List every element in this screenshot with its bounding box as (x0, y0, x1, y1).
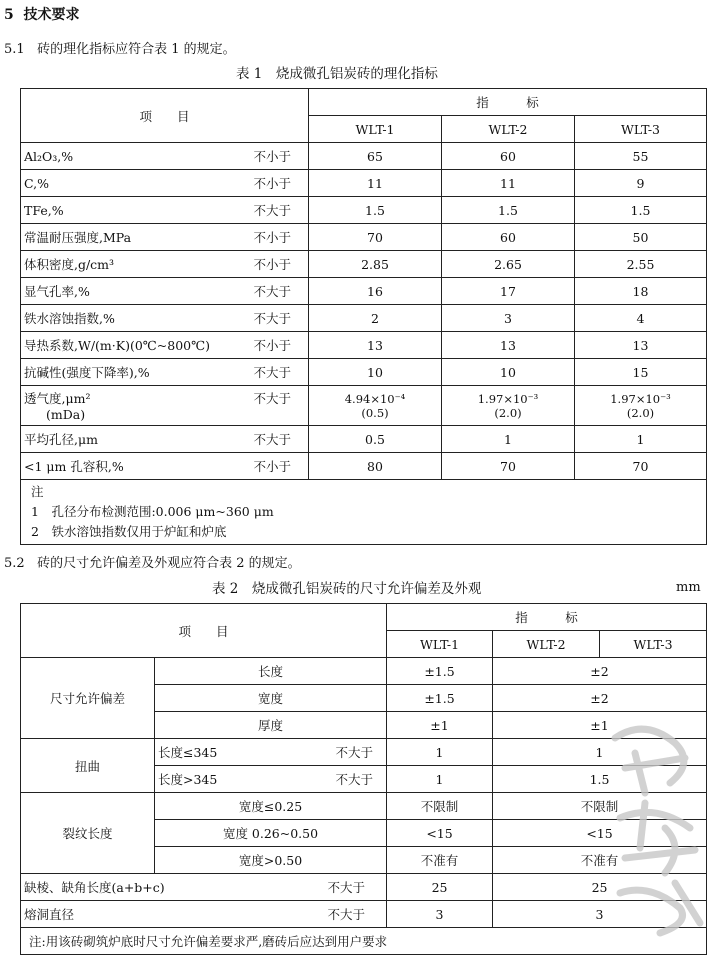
value: 55 (632, 148, 649, 164)
table2-value: 1 (387, 766, 493, 793)
table2-item (21, 874, 387, 901)
table1-item (21, 426, 309, 453)
table1-value (309, 278, 442, 305)
table2-value: ±2 (493, 658, 707, 685)
table1-value (442, 359, 575, 386)
table2-sub-item (155, 739, 387, 766)
value: 4 (636, 310, 645, 326)
table1-grade: WLT-3 (575, 116, 707, 143)
value: 15 (632, 364, 649, 380)
requirement: 不大于 (253, 432, 291, 447)
table2-index-header: 指 标 (387, 604, 707, 631)
table1-grade: WLT-1 (309, 116, 442, 143)
value: 1.97×10⁻³ (477, 391, 539, 406)
table1-item (21, 143, 309, 170)
table2-value: 不准有 (493, 847, 707, 874)
section-number: 5 (4, 7, 14, 23)
item-label: 体积密度,g/cm³ (24, 257, 115, 272)
item-label: 抗碱性(强度下降率),% (24, 365, 150, 380)
value: 1.5 (630, 202, 651, 218)
item-label: 显气孔率,% (24, 284, 90, 299)
table1-item (21, 305, 309, 332)
table2-value: ±1 (493, 712, 707, 739)
value: 16 (367, 283, 383, 299)
requirement: 不大于 (253, 203, 291, 218)
table2-grade: WLT-3 (600, 631, 707, 658)
table1-item (21, 386, 309, 426)
requirement: 不小于 (253, 230, 291, 245)
requirement: 不大于 (253, 391, 291, 406)
value: 13 (500, 337, 516, 353)
table-2 (20, 603, 707, 955)
clause-text: 砖的尺寸允许偏差及外观应符合表 2 的规定。 (37, 556, 301, 571)
table1-caption: 表 1 烧成微孔铝炭砖的理化指标 (236, 66, 438, 82)
table1-item (21, 332, 309, 359)
table1-value (442, 305, 575, 332)
table2-sub-item: 宽度 0.26~0.50 (155, 820, 387, 847)
table2-group-label: 扭曲 (21, 739, 155, 793)
table1-index-header: 指 标 (309, 89, 707, 116)
value: 10 (500, 364, 516, 380)
table1-value (309, 332, 442, 359)
table1-value (575, 453, 707, 480)
table1-value (575, 170, 707, 197)
table2-value: <15 (493, 820, 707, 847)
value: 70 (367, 229, 383, 245)
item-label: Al₂O₃,% (24, 148, 74, 164)
requirement: 不大于 (327, 907, 366, 922)
value: 1 (636, 431, 645, 447)
table2-sub-item: 长度 (155, 658, 387, 685)
requirement: 不大于 (253, 365, 291, 380)
table1-row (21, 386, 707, 426)
table1-value (442, 426, 575, 453)
table2-row (21, 793, 707, 820)
table2-value: ±1.5 (387, 658, 493, 685)
table2-grade: WLT-1 (387, 631, 493, 658)
table2-row (21, 901, 707, 928)
table1-value (309, 170, 442, 197)
value: 2.55 (626, 256, 655, 272)
value: 60 (500, 229, 516, 245)
requirement: 不小于 (253, 176, 291, 191)
table2-value: 3 (387, 901, 493, 928)
table2-item-header: 项 目 (21, 604, 387, 658)
requirement: 不小于 (253, 459, 291, 474)
table2-unit: mm (676, 580, 701, 595)
item-label: C,% (24, 175, 49, 191)
table2-sub-item: 宽度≤0.25 (155, 793, 387, 820)
clause-text: 砖的理化指标应符合表 1 的规定。 (37, 42, 236, 57)
table2-value: 1 (493, 739, 707, 766)
table1-value (309, 224, 442, 251)
table1-value (575, 278, 707, 305)
requirement: 不大于 (327, 880, 366, 895)
value: 2.65 (494, 256, 522, 272)
table1-item (21, 359, 309, 386)
item-label: 导热系数,W/(m·K)(0℃~800℃) (24, 338, 210, 353)
table2-value: 1.5 (493, 766, 707, 793)
table-1 (20, 88, 707, 545)
table2-value: ±1 (387, 712, 493, 739)
table2-note: 注:用该砖砌筑炉底时尺寸允许偏差要求严,磨砖后应达到用户要求 (21, 928, 707, 955)
table1-value (575, 224, 707, 251)
table2-sub-item (155, 766, 387, 793)
sub-item-label: 长度>345 (158, 772, 218, 787)
table2-grade: WLT-2 (493, 631, 600, 658)
value: 1.5 (365, 202, 385, 218)
table1-value (442, 453, 575, 480)
table1-value (575, 197, 707, 224)
table1-item (21, 251, 309, 278)
table2-item (21, 901, 387, 928)
value: 2 (371, 310, 379, 326)
table2-note-row (21, 928, 707, 955)
table1-row (21, 197, 707, 224)
table1-value (309, 305, 442, 332)
table1-value (442, 386, 575, 426)
table1-item (21, 197, 309, 224)
table2-sub-item: 宽度>0.50 (155, 847, 387, 874)
requirement: 不大于 (253, 311, 291, 326)
table1-value (575, 251, 707, 278)
table1-value (575, 143, 707, 170)
value: 0.5 (365, 431, 385, 447)
clause-5-2 (4, 552, 301, 571)
item-unit: (mDa) (46, 407, 86, 422)
requirement: 不小于 (253, 149, 291, 164)
table1-value (442, 224, 575, 251)
table1-value (442, 170, 575, 197)
value: 1.97×10⁻³ (610, 391, 671, 406)
table1-row (21, 224, 707, 251)
table2-caption: 表 2 烧成微孔铝炭砖的尺寸允许偏差及外观 (212, 581, 482, 597)
table2-group-label: 裂纹长度 (21, 793, 155, 874)
table1-note: 1 孔径分布检测范围:0.006 μm~360 μm (31, 504, 274, 519)
table1-value (575, 332, 707, 359)
table1-row (21, 359, 707, 386)
table1-grade: WLT-2 (442, 116, 575, 143)
section-title: 技术要求 (23, 7, 80, 23)
table1-item (21, 278, 309, 305)
table1-item-header: 项 目 (21, 89, 309, 143)
table1-item (21, 453, 309, 480)
table1-value (575, 359, 707, 386)
table1-header-row (21, 89, 707, 116)
value-secondary: (2.0) (626, 405, 655, 420)
clause-number: 5.1 (4, 42, 25, 57)
table1-row (21, 426, 707, 453)
value: 18 (632, 283, 649, 299)
table2-row (21, 874, 707, 901)
table1-row (21, 143, 707, 170)
value: 1 (504, 431, 512, 447)
table1-value (309, 386, 442, 426)
value: 1.5 (498, 202, 518, 218)
value-secondary: (2.0) (494, 405, 522, 420)
requirement: 不大于 (335, 772, 374, 787)
value: 13 (367, 337, 383, 353)
table2-row (21, 739, 707, 766)
table1-row (21, 278, 707, 305)
table2-value: <15 (387, 820, 493, 847)
watermark-seal-icon (605, 708, 715, 938)
table1-value (309, 359, 442, 386)
table2-value: 25 (387, 874, 493, 901)
requirement: 不小于 (253, 338, 291, 353)
value: 3 (504, 310, 512, 326)
table1-value (309, 143, 442, 170)
table1-value (309, 197, 442, 224)
table2-value: 25 (493, 874, 707, 901)
value: 11 (500, 175, 516, 191)
table2-sub-item: 宽度 (155, 685, 387, 712)
item-label: 透气度,μm² (24, 391, 91, 406)
value: 50 (632, 229, 649, 245)
item-label: 常温耐压强度,MPa (24, 230, 132, 245)
item-label: 平均孔径,μm (24, 432, 98, 447)
table1-value (442, 332, 575, 359)
item-label: TFe,% (24, 202, 64, 218)
table2-row (21, 658, 707, 685)
table1-notes (21, 480, 707, 545)
value: 70 (500, 458, 516, 474)
requirement: 不大于 (253, 284, 291, 299)
table1-row (21, 305, 707, 332)
table2-value: ±1.5 (387, 685, 493, 712)
value: 65 (367, 148, 383, 164)
requirement: 不小于 (253, 257, 291, 272)
value: 60 (500, 148, 516, 164)
table1-value (442, 197, 575, 224)
table2-header-row (21, 604, 707, 631)
table1-value (442, 251, 575, 278)
table2-sub-item: 厚度 (155, 712, 387, 739)
item-label: 铁水溶蚀指数,% (24, 311, 115, 326)
table1-row (21, 332, 707, 359)
table2-value: 3 (493, 901, 707, 928)
table1-value (309, 251, 442, 278)
table1-value (442, 278, 575, 305)
requirement: 不大于 (335, 745, 374, 760)
item-label: <1 μm 孔容积,% (24, 459, 124, 474)
sub-item-label: 长度≤345 (158, 745, 218, 760)
clause-5-1 (4, 38, 236, 57)
table1-item (21, 170, 309, 197)
table1-row (21, 170, 707, 197)
value: 4.94×10⁻⁴ (344, 391, 406, 406)
table1-value (575, 426, 707, 453)
table2-value: 不限制 (493, 793, 707, 820)
item-label: 熔洞直径 (24, 907, 75, 922)
value: 11 (367, 175, 383, 191)
table2-value: 不准有 (387, 847, 493, 874)
value: 2.85 (361, 256, 389, 272)
table1-value (309, 453, 442, 480)
value: 10 (367, 364, 383, 380)
table1-row (21, 251, 707, 278)
table2-value: 1 (387, 739, 493, 766)
value: 9 (636, 175, 645, 191)
table2-group-label: 尺寸允许偏差 (21, 658, 155, 739)
table1-row (21, 453, 707, 480)
value: 80 (367, 458, 383, 474)
table2-value: 不限制 (387, 793, 493, 820)
table1-note: 注 (31, 484, 44, 499)
table1-note: 2 铁水溶蚀指数仅用于炉缸和炉底 (31, 524, 227, 539)
value: 13 (632, 337, 649, 353)
clause-number: 5.2 (4, 556, 25, 571)
item-label: 缺棱、缺角长度(a+b+c) (24, 880, 165, 895)
table1-value (442, 143, 575, 170)
value: 17 (500, 283, 516, 299)
table1-value (309, 426, 442, 453)
table1-value (575, 386, 707, 426)
table2-value: ±2 (493, 685, 707, 712)
section-heading (4, 4, 80, 24)
value: 70 (632, 458, 649, 474)
table1-value (575, 305, 707, 332)
table1-item (21, 224, 309, 251)
value-secondary: (0.5) (361, 405, 389, 420)
